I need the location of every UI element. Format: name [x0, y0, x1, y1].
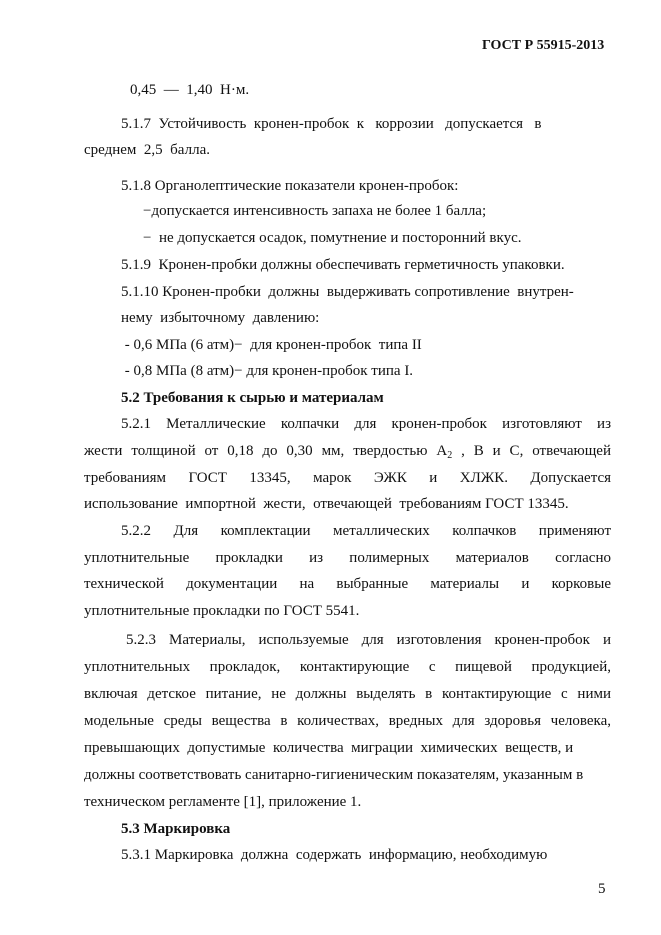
text-line: нему избыточному давлению:: [121, 310, 320, 326]
text-line: использование импортной жести, отвечающей требованиям ГОСТ 13345.: [84, 496, 569, 512]
text-line: 5.2.3 Материалы, используемые для изготовления кронен-пробок и: [126, 632, 611, 648]
text-line: 5.3.1 Маркировка должна содержать информацию, необходимую: [121, 847, 548, 863]
text-line: среднем 2,5 балла.: [84, 142, 210, 158]
text-line: уплотнительных прокладок, контактирующие с пищевой продукцией,: [84, 659, 611, 675]
text-line: 5.1.7 Устойчивость кронен-пробок к коррозии допускается в: [121, 116, 542, 132]
page-number: 5: [598, 881, 606, 897]
text-line: включая детское питание, не должны выделять в контактирующие с ними: [84, 686, 611, 702]
text-line-with-subscript: [84, 442, 611, 460]
text-line: - 0,8 МПа (8 атм)− для кронен-пробок типа I.: [121, 363, 414, 379]
text-line: технической документации на выбранные материалы и корковые: [84, 576, 611, 592]
text-line: уплотнительные прокладки по ГОСТ 5541.: [84, 603, 360, 619]
text-line: 0,45 — 1,40 Н·м.: [130, 82, 250, 98]
subscript: 2: [447, 450, 453, 461]
text-line: уплотнительные прокладки из полимерных материалов согласно: [84, 550, 611, 566]
text-line: модельные среды вещества в количествах, вредных для здоровья человека,: [84, 713, 611, 729]
text-fragment: , В и С, отвечающей: [452, 443, 611, 459]
text-fragment: жести толщиной от 0,18 до 0,30 мм, твердостью А: [84, 443, 448, 459]
text-line: −допускается интенсивность запаха не более 1 балла;: [143, 203, 487, 219]
text-line: техническом регламенте [1], приложение 1.: [84, 794, 362, 810]
text-line: 5.1.10 Кронен-пробки должны выдерживать сопротивление внутрен-: [121, 284, 574, 300]
text-line: - 0,6 МПа (6 атм)− для кронен-пробок типа II: [121, 337, 422, 353]
document-id-header: ГОСТ Р 55915-2013: [482, 38, 605, 53]
text-line: должны соответствовать санитарно-гигиеническим показателям, указанным в: [84, 767, 584, 783]
text-line: превышающих допустимые количества миграции химических веществ, и: [84, 740, 574, 756]
text-line: требованиям ГОСТ 13345, марок ЭЖК и ХЛЖК. Допускается: [84, 470, 611, 486]
text-line: 5.2.1 Металлические колпачки для кронен-пробок изготовляют из: [121, 416, 611, 432]
text-line: 5.1.9 Кронен-пробки должны обеспечивать герметичность упаковки.: [121, 257, 565, 273]
section-heading: 5.3 Маркировка: [121, 821, 231, 837]
text-line: 5.1.8 Органолептические показатели кронен-пробок:: [121, 178, 459, 194]
text-line: − не допускается осадок, помутнение и посторонний вкус.: [143, 230, 522, 246]
section-heading: 5.2 Требования к сырью и материалам: [121, 390, 384, 406]
text-line: 5.2.2 Для комплектации металлических колпачков применяют: [121, 523, 611, 539]
